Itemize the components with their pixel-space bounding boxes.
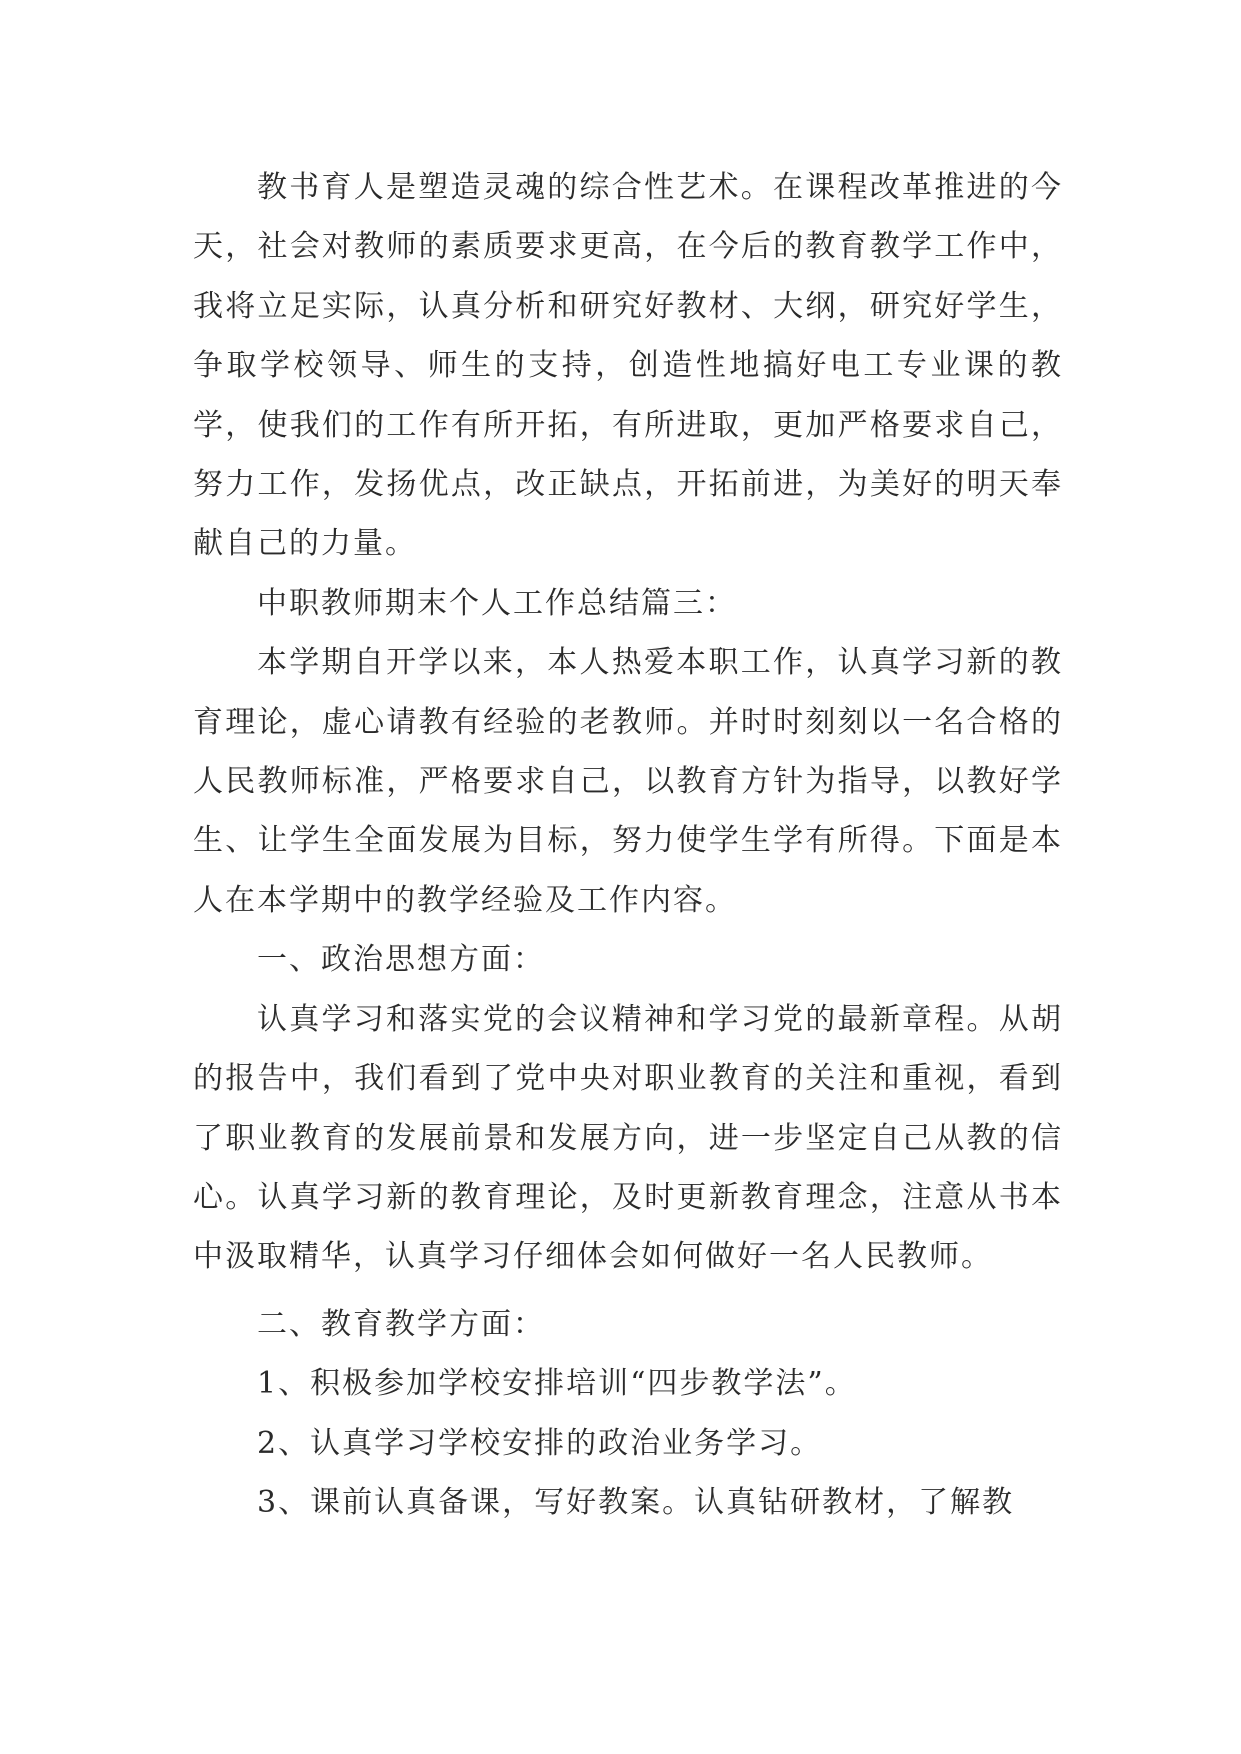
heading-education-teaching: 二、教育教学方面： — [257, 1306, 545, 1342]
list-item-lesson-prep: 3、课前认真备课，写好教案。认真钻研教材，了解教 — [257, 1484, 1015, 1520]
paragraph-political-thought: 认真学习和落实党的会议精神和学习党的最新章程。从胡的报告中，我们看到了党中央对职业教育的关注和重视，看到了职业教育的发展前景和发展方向，进一步坚定自己从教的信心。认真学习新的教育理论，及时更新教育理念，注意从书本中汲取精华，认真学习仔细体会如何做好一名人民教师。 — [193, 1001, 1063, 1275]
list-item-political-study: 2、认真学习学校安排的政治业务学习。 — [257, 1425, 823, 1461]
list-item-training: 1、积极参加学校安排培训“四步教学法”。 — [257, 1366, 857, 1402]
paragraph-semester-intro: 本学期自开学以来，本人热爱本职工作，认真学习新的教育理论，虚心请教有经验的老教师。并时时刻刻以一名合格的人民教师标准，严格要求自己，以教育方针为指导，以教好学生、让学生全面发展为目标，努力使学生学有所得。下面是本人在本学期中的教学经验及工作内容。 — [193, 645, 1063, 918]
document-body — [193, 158, 1063, 1532]
heading-political-thought: 一、政治思想方面： — [257, 942, 545, 978]
heading-part-three: 中职教师期末个人工作总结篇三： — [257, 585, 737, 621]
paragraph-teaching-art: 教书育人是塑造灵魂的综合性艺术。在课程改革推进的今天，社会对教师的素质要求更高，在今后的教育教学工作中，我将立足实际，认真分析和研究好教材、大纲，研究好学生，争取学校领导、师生的支持，创造性地搞好电工专业课的教学，使我们的工作有所开拓，有所进取，更加严格要求自己，努力工作，发扬优点，改正缺点，开拓前进，为美好的明天奉献自己的力量。 — [193, 170, 1063, 562]
